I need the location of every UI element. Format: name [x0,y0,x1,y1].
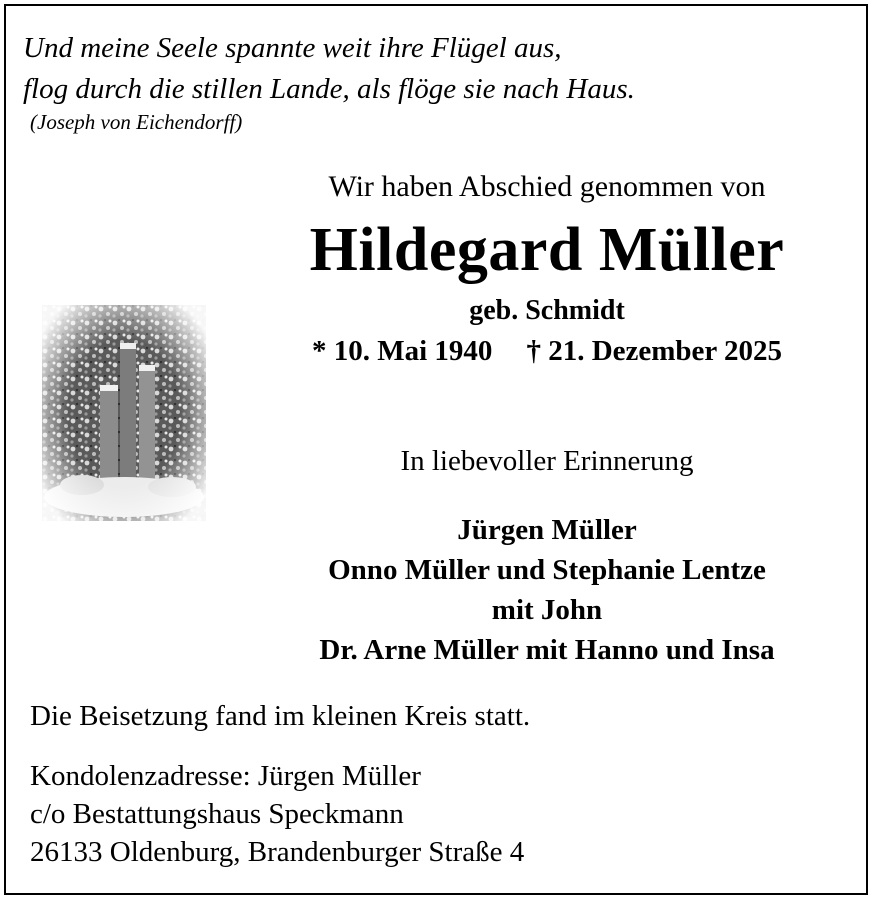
poem-quote [23,28,635,110]
address-line-3: 26133 Oldenburg, Brandenburger Straße 4 [30,836,525,868]
poem-author: (Joseph von Eichendorff) [30,110,243,134]
mourner-line: mit John [491,594,603,626]
death-date: † 21. Dezember 2025 [526,335,782,367]
memorial-stones-photo [42,305,206,521]
mourner-line: Jürgen Müller [457,514,637,546]
poem-line-2: flog durch die stillen Lande, als flöge sie nach Haus. [23,73,635,105]
birth-date: * 10. Mai 1940 [312,335,493,367]
memory-line: In liebevoller Erinnerung [400,445,694,477]
mourners-list [262,510,832,670]
life-dates [262,335,832,368]
burial-note: Die Beisetzung fand im kleinen Kreis statt. [30,700,531,732]
intro-text: Wir haben Abschied genommen von [328,170,766,203]
deceased-name: Hildegard Müller [309,216,785,284]
poem-line-1: Und meine Seele spannte weit ihre Flügel aus, [23,32,562,64]
address-line-1: Kondolenzadresse: Jürgen Müller [30,760,421,792]
condolence-address [30,757,524,871]
mourner-line: Dr. Arne Müller mit Hanno und Insa [319,634,775,666]
winter-stele-image [42,305,206,521]
mourner-line: Onno Müller und Stephanie Lentze [328,554,766,586]
maiden-name: geb. Schmidt [469,295,625,326]
address-line-2: c/o Bestattungshaus Speckmann [30,798,404,830]
